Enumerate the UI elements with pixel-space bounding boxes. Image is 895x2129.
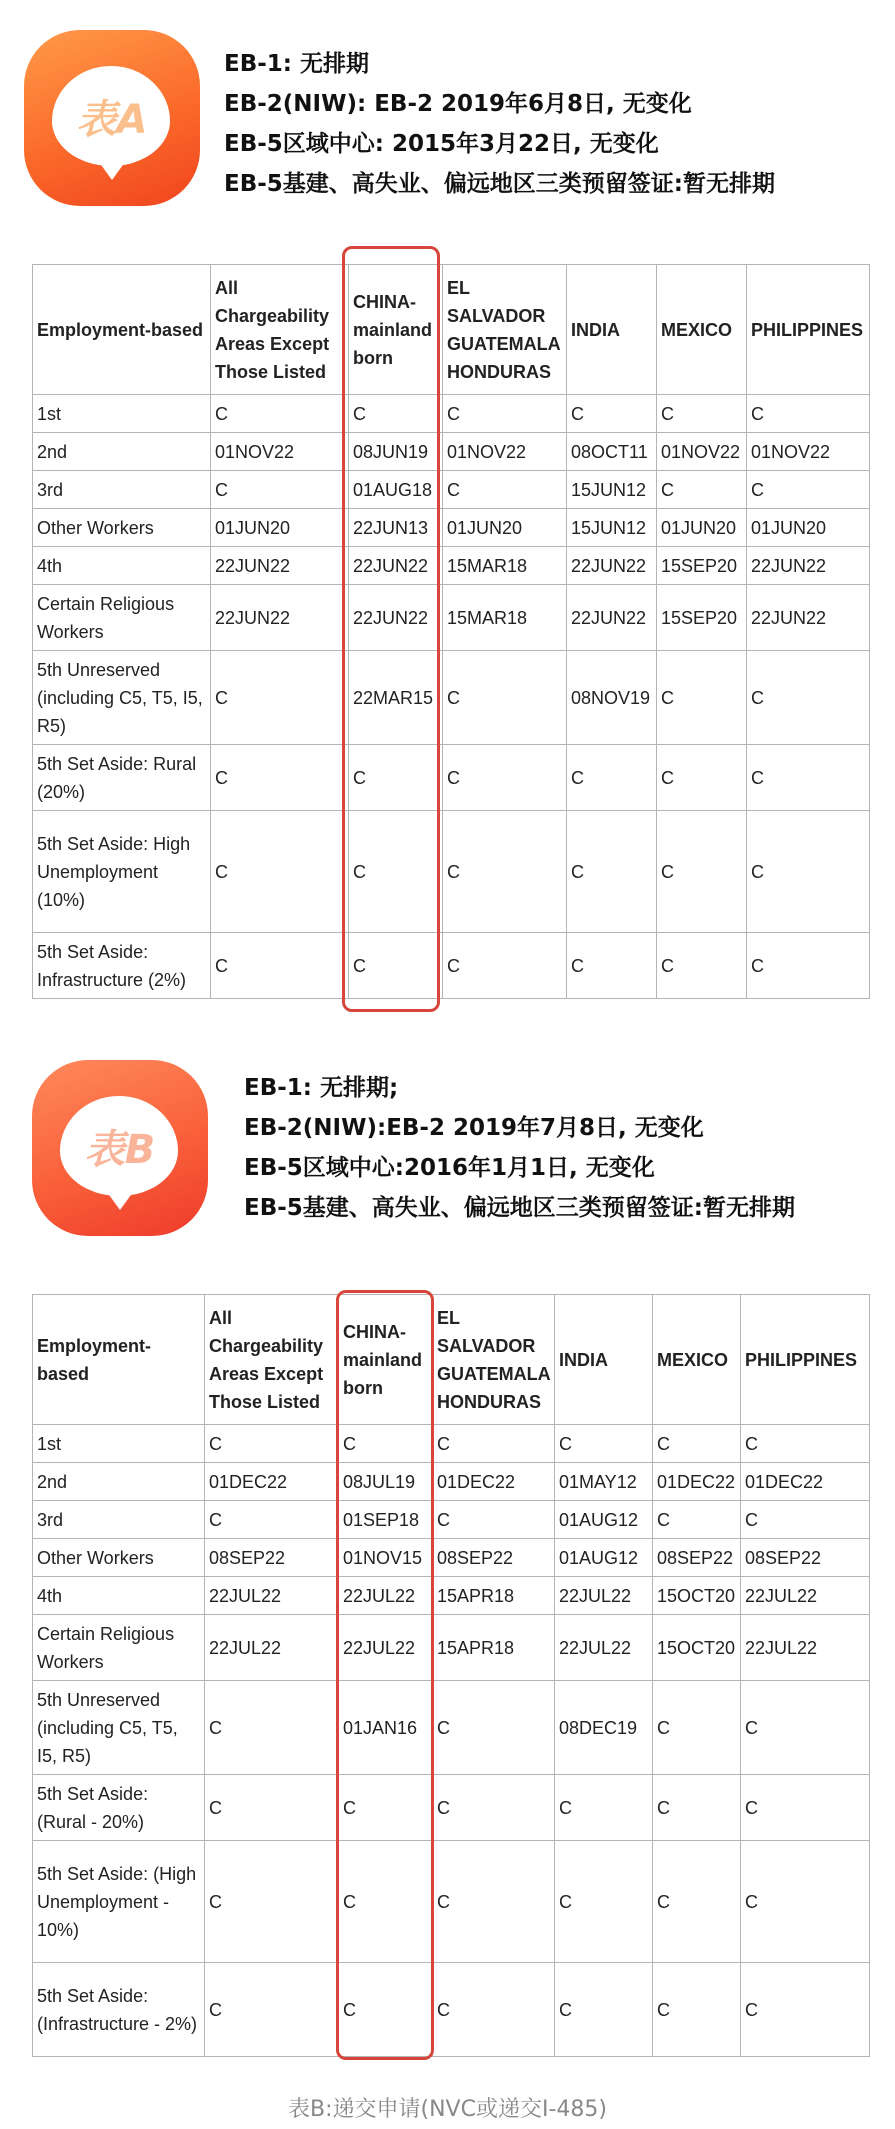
table-row (33, 1615, 870, 1681)
table-cell: 01DEC22 (741, 1463, 870, 1501)
table-cell: C (433, 1501, 555, 1539)
table-cell: 01AUG12 (555, 1539, 653, 1577)
table-cell: C (747, 471, 870, 509)
table-cell: 01JUN20 (211, 509, 349, 547)
table-cell: 22JUL22 (205, 1615, 339, 1681)
table-cell: C (567, 933, 657, 999)
header-mexico: MEXICO (657, 265, 747, 395)
table-cell: 22JUL22 (205, 1577, 339, 1615)
header-all-chargeability: All Chargeability Areas Except Those Listed (211, 265, 349, 395)
header-el-salvador: EL SALVADOR GUATEMALA HONDURAS (443, 265, 567, 395)
table-cell: C (741, 1501, 870, 1539)
table-cell: C (443, 651, 567, 745)
row-label: 5th Set Aside: (Infrastructure - 2%) (33, 1963, 205, 2057)
summary-line: EB-2(NIW):EB-2 2019年7月8日, 无变化 (244, 1115, 704, 1141)
table-row (33, 471, 870, 509)
table-cell: 01AUG18 (349, 471, 443, 509)
summary-line: EB-1: 无排期; (244, 1075, 399, 1101)
table-cell: 01DEC22 (433, 1463, 555, 1501)
table-row (33, 745, 870, 811)
header-philippines: PHILIPPINES (741, 1295, 870, 1425)
row-label: Other Workers (33, 1539, 205, 1577)
table-cell: C (349, 811, 443, 933)
table-cell: 15SEP20 (657, 547, 747, 585)
table-cell: C (657, 745, 747, 811)
table-cell: 15MAR18 (443, 585, 567, 651)
visa-bulletin-table-a (32, 264, 870, 999)
table-row (33, 1775, 870, 1841)
table-cell: 01DEC22 (653, 1463, 741, 1501)
header-philippines: PHILIPPINES (747, 265, 870, 395)
table-cell: 22JUN22 (567, 585, 657, 651)
table-cell: 22JUL22 (741, 1615, 870, 1681)
table-cell: 01NOV22 (747, 433, 870, 471)
table-cell: 22MAR15 (349, 651, 443, 745)
table-cell: C (653, 1775, 741, 1841)
header-el-salvador: EL SALVADOR GUATEMALA HONDURAS (433, 1295, 555, 1425)
header-all-chargeability: All Chargeability Areas Except Those Listed (205, 1295, 339, 1425)
row-label: 1st (33, 1425, 205, 1463)
table-cell: C (211, 651, 349, 745)
row-label: 5th Set Aside: High Unemployment (10%) (33, 811, 211, 933)
summary-line: EB-2(NIW): EB-2 2019年6月8日, 无变化 (224, 91, 692, 117)
table-cell: C (339, 1963, 433, 2057)
table-cell: C (205, 1775, 339, 1841)
table-cell: C (443, 471, 567, 509)
row-label: 5th Set Aside: Rural (20%) (33, 745, 211, 811)
table-cell: C (747, 395, 870, 433)
row-label: 1st (33, 395, 211, 433)
table-cell: 01SEP18 (339, 1501, 433, 1539)
table-cell: C (653, 1963, 741, 2057)
table-row (33, 1425, 870, 1463)
table-cell: C (339, 1841, 433, 1963)
row-label: Certain Religious Workers (33, 1615, 205, 1681)
table-cell: 22JUN22 (349, 585, 443, 651)
row-label: Other Workers (33, 509, 211, 547)
table-cell: 22JUL22 (339, 1615, 433, 1681)
summary-line: EB-5区域中心: 2015年3月22日, 无变化 (224, 131, 659, 157)
table-cell: C (443, 395, 567, 433)
table-row (33, 1681, 870, 1775)
table-row (33, 585, 870, 651)
table-row (33, 1539, 870, 1577)
table-row (33, 933, 870, 999)
table-cell: C (653, 1425, 741, 1463)
table-cell: 01NOV15 (339, 1539, 433, 1577)
table-cell: C (741, 1841, 870, 1963)
table-b-body (33, 1425, 870, 2057)
table-cell: 08SEP22 (741, 1539, 870, 1577)
table-cell: 22JUN13 (349, 509, 443, 547)
table-cell: C (443, 745, 567, 811)
table-cell: C (741, 1425, 870, 1463)
table-cell: 01JUN20 (657, 509, 747, 547)
row-label: 3rd (33, 1501, 205, 1539)
table-cell: C (567, 811, 657, 933)
table-row (33, 1463, 870, 1501)
header-mexico: MEXICO (653, 1295, 741, 1425)
header-china: CHINA-mainland born (349, 265, 443, 395)
table-b-summary (244, 1068, 795, 1228)
table-cell: 01NOV22 (211, 433, 349, 471)
table-cell: C (653, 1841, 741, 1963)
table-cell: C (443, 933, 567, 999)
visa-bulletin-table-b (32, 1294, 870, 2057)
row-label: 4th (33, 1577, 205, 1615)
table-cell: 22JUL22 (555, 1577, 653, 1615)
table-cell: C (567, 395, 657, 433)
header-china: CHINA-mainland born (339, 1295, 433, 1425)
table-cell: C (433, 1841, 555, 1963)
table-row (33, 1501, 870, 1539)
summary-line: EB-5基建、高失业、偏远地区三类预留签证:暂无排期 (224, 171, 775, 197)
summary-line: EB-1: 无排期 (224, 51, 369, 77)
table-cell: 15JUN12 (567, 471, 657, 509)
table-cell: 22JUN22 (349, 547, 443, 585)
table-cell: C (205, 1681, 339, 1775)
table-cell: 08JUN19 (349, 433, 443, 471)
table-cell: C (211, 933, 349, 999)
table-cell: 22JUN22 (747, 547, 870, 585)
table-cell: 22JUN22 (211, 585, 349, 651)
row-label: 4th (33, 547, 211, 585)
table-cell: 15OCT20 (653, 1577, 741, 1615)
header-employment-based: Employment-based (33, 265, 211, 395)
table-cell: C (657, 395, 747, 433)
table-a-summary (224, 44, 775, 204)
table-cell: 22JUL22 (741, 1577, 870, 1615)
row-label: Certain Religious Workers (33, 585, 211, 651)
table-cell: C (433, 1775, 555, 1841)
table-cell: C (443, 811, 567, 933)
table-cell: C (211, 395, 349, 433)
table-row (33, 651, 870, 745)
row-label: 2nd (33, 433, 211, 471)
table-cell: 22JUN22 (567, 547, 657, 585)
row-label: 3rd (33, 471, 211, 509)
table-cell: C (211, 745, 349, 811)
table-cell: 22JUL22 (339, 1577, 433, 1615)
table-row (33, 433, 870, 471)
table-cell: C (741, 1963, 870, 2057)
table-cell: 08SEP22 (205, 1539, 339, 1577)
table-cell: C (657, 651, 747, 745)
table-row (33, 395, 870, 433)
table-cell: C (205, 1841, 339, 1963)
table-cell: C (339, 1775, 433, 1841)
row-label: 5th Unreserved (including C5, T5, I5, R5) (33, 1681, 205, 1775)
table-b-badge-label: 表B (84, 1127, 156, 1173)
table-cell: 22JUN22 (747, 585, 870, 651)
table-cell: 15APR18 (433, 1615, 555, 1681)
table-cell: C (567, 745, 657, 811)
table-cell: C (657, 811, 747, 933)
table-cell: 08SEP22 (433, 1539, 555, 1577)
table-cell: 15SEP20 (657, 585, 747, 651)
table-cell: C (657, 471, 747, 509)
table-b-badge-icon (32, 1060, 208, 1236)
table-cell: 01JUN20 (443, 509, 567, 547)
table-cell: 08SEP22 (653, 1539, 741, 1577)
table-cell: 01JUN20 (747, 509, 870, 547)
row-label: 5th Unreserved (including C5, T5, I5, R5) (33, 651, 211, 745)
table-cell: C (205, 1425, 339, 1463)
table-a-badge-label: 表A (76, 97, 148, 143)
table-cell: 08DEC19 (555, 1681, 653, 1775)
table-cell: C (211, 811, 349, 933)
table-cell: C (433, 1963, 555, 2057)
table-cell: 01JAN16 (339, 1681, 433, 1775)
table-cell: C (747, 651, 870, 745)
speech-bubble-tail (96, 158, 128, 180)
table-cell: C (747, 811, 870, 933)
table-a-badge-icon (24, 30, 200, 206)
table-cell: C (211, 471, 349, 509)
table-cell: C (653, 1681, 741, 1775)
table-cell: C (657, 933, 747, 999)
table-cell: 08OCT11 (567, 433, 657, 471)
table-cell: C (433, 1681, 555, 1775)
table-row (33, 1963, 870, 2057)
table-cell: 01DEC22 (205, 1463, 339, 1501)
table-row (33, 1577, 870, 1615)
table-a-body (33, 395, 870, 999)
table-cell: 15OCT20 (653, 1615, 741, 1681)
table-cell: C (349, 395, 443, 433)
table-cell: C (339, 1425, 433, 1463)
table-cell: C (653, 1501, 741, 1539)
table-row (33, 547, 870, 585)
header-employment-based: Employment-based (33, 1295, 205, 1425)
table-cell: C (205, 1501, 339, 1539)
table-cell: C (747, 745, 870, 811)
table-cell: C (205, 1963, 339, 2057)
table-cell: C (741, 1775, 870, 1841)
row-label: 5th Set Aside: (Rural - 20%) (33, 1775, 205, 1841)
table-row (33, 1841, 870, 1963)
table-cell: C (555, 1425, 653, 1463)
summary-line: EB-5区域中心:2016年1月1日, 无变化 (244, 1155, 655, 1181)
table-cell: C (349, 745, 443, 811)
table-cell: C (555, 1775, 653, 1841)
table-cell: 01AUG12 (555, 1501, 653, 1539)
figure-caption: 表B:递交申请(NVC或递交I-485) (288, 2097, 607, 2122)
table-cell: 15APR18 (433, 1577, 555, 1615)
table-cell: C (741, 1681, 870, 1775)
table-cell: 08NOV19 (567, 651, 657, 745)
table-cell: 22JUL22 (555, 1615, 653, 1681)
header-india: INDIA (555, 1295, 653, 1425)
table-cell: C (555, 1963, 653, 2057)
row-label: 2nd (33, 1463, 205, 1501)
header-india: INDIA (567, 265, 657, 395)
row-label: 5th Set Aside: Infrastructure (2%) (33, 933, 211, 999)
summary-line: EB-5基建、高失业、偏远地区三类预留签证:暂无排期 (244, 1195, 795, 1221)
table-cell: C (555, 1841, 653, 1963)
table-row (33, 509, 870, 547)
table-row (33, 811, 870, 933)
table-cell: 08JUL19 (339, 1463, 433, 1501)
table-cell: 22JUN22 (211, 547, 349, 585)
table-cell: C (747, 933, 870, 999)
speech-bubble-tail (104, 1188, 136, 1210)
row-label: 5th Set Aside: (High Unemployment - 10%) (33, 1841, 205, 1963)
table-cell: 01MAY12 (555, 1463, 653, 1501)
table-cell: C (349, 933, 443, 999)
table-cell: C (433, 1425, 555, 1463)
table-cell: 01NOV22 (443, 433, 567, 471)
table-cell: 15MAR18 (443, 547, 567, 585)
table-cell: 15JUN12 (567, 509, 657, 547)
table-cell: 01NOV22 (657, 433, 747, 471)
